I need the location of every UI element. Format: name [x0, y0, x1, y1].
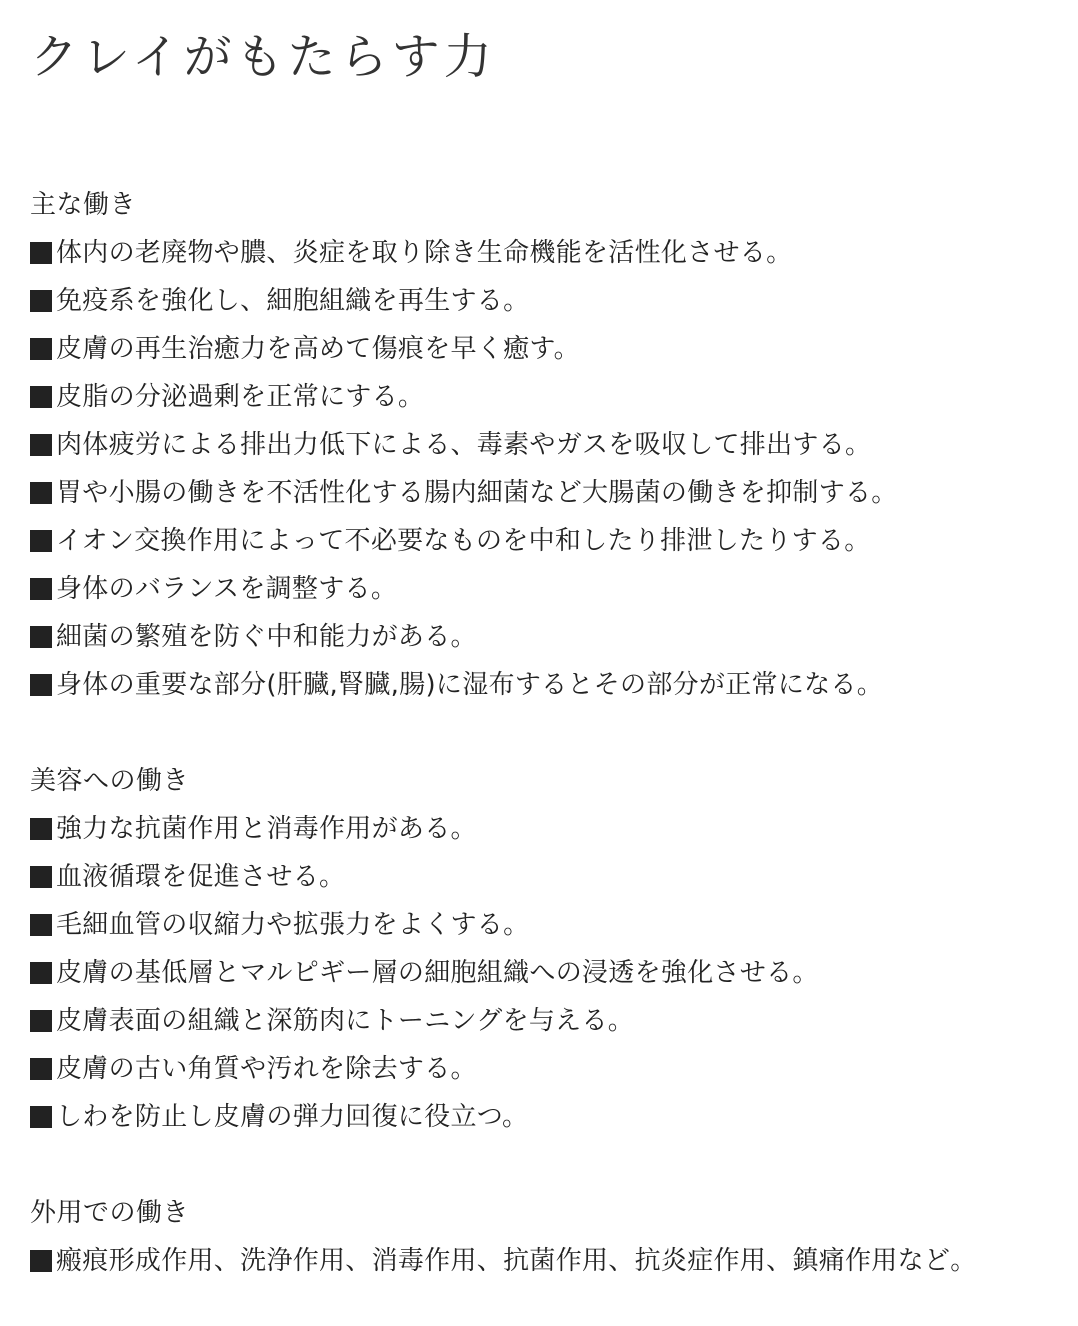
list-item-text: 皮膚の基低層とマルピギー層の細胞組織への浸透を強化させる。	[56, 958, 819, 988]
section-heading: 外用での働き	[30, 1198, 190, 1228]
square-bullet-icon	[30, 530, 52, 552]
list-item-text: 免疫系を強化し、細胞組織を再生する。	[56, 286, 530, 316]
list-item-text: 強力な抗菌作用と消毒作用がある。	[56, 814, 477, 844]
page-title: クレイがもたらす力	[30, 29, 496, 85]
section-external-functions	[30, 1189, 1060, 1285]
list-item	[30, 661, 1060, 709]
square-bullet-icon	[30, 626, 52, 648]
square-bullet-icon	[30, 434, 52, 456]
list-item-text: 皮膚表面の組織と深筋肉にトーニングを与える。	[56, 1006, 635, 1036]
square-bullet-icon	[30, 1058, 52, 1080]
list-item	[30, 613, 1060, 661]
list-item-text: 瘢痕形成作用、洗浄作用、消毒作用、抗菌作用、抗炎症作用、鎮痛作用など。	[56, 1246, 977, 1276]
section-beauty-functions	[30, 757, 1060, 1141]
list-item	[30, 517, 1060, 565]
list-item-text: 肉体疲労による排出力低下による、毒素やガスを吸収して排出する。	[56, 430, 872, 460]
section-heading: 主な働き	[30, 190, 137, 220]
square-bullet-icon	[30, 674, 52, 696]
list-item-text: 細菌の繁殖を防ぐ中和能力がある。	[56, 622, 477, 652]
list-item-text: 身体の重要な部分(肝臓,腎臓,腸)に湿布するとその部分が正常になる。	[56, 670, 884, 700]
list-item	[30, 1093, 1060, 1141]
list-item	[30, 805, 1060, 853]
list-item	[30, 373, 1060, 421]
list-item-text: しわを防止し皮膚の弾力回復に役立つ。	[56, 1102, 529, 1132]
square-bullet-icon	[30, 914, 52, 936]
list-item-text: 身体のバランスを調整する。	[56, 574, 398, 604]
list-item	[30, 565, 1060, 613]
list-item	[30, 1237, 1060, 1285]
square-bullet-icon	[30, 1010, 52, 1032]
list-item	[30, 997, 1060, 1045]
list-item-text: 皮膚の古い角質や汚れを除去する。	[56, 1054, 477, 1084]
list-item	[30, 1045, 1060, 1093]
list-item	[30, 901, 1060, 949]
square-bullet-icon	[30, 866, 52, 888]
section-main-functions	[30, 181, 1060, 709]
section-heading: 美容への働き	[30, 766, 190, 796]
square-bullet-icon	[30, 290, 52, 312]
list-item-text: イオン交換作用によって不必要なものを中和したり排泄したりする。	[56, 526, 871, 556]
square-bullet-icon	[30, 482, 52, 504]
square-bullet-icon	[30, 578, 52, 600]
list-item	[30, 469, 1060, 517]
square-bullet-icon	[30, 818, 52, 840]
square-bullet-icon	[30, 1250, 52, 1272]
list-item-text: 血液循環を促進させる。	[56, 862, 346, 892]
square-bullet-icon	[30, 242, 52, 264]
list-item-text: 体内の老廃物や膿、炎症を取り除き生命機能を活性化させる。	[56, 238, 793, 268]
square-bullet-icon	[30, 962, 52, 984]
square-bullet-icon	[30, 338, 52, 360]
list-item	[30, 277, 1060, 325]
list-item	[30, 949, 1060, 997]
list-item	[30, 853, 1060, 901]
list-item	[30, 325, 1060, 373]
list-item-text: 皮膚の再生治癒力を高めて傷痕を早く癒す。	[56, 334, 580, 364]
list-item-text: 毛細血管の収縮力や拡張力をよくする。	[56, 910, 530, 940]
square-bullet-icon	[30, 1106, 52, 1128]
list-item-text: 皮脂の分泌過剰を正常にする。	[56, 382, 425, 412]
square-bullet-icon	[30, 386, 52, 408]
list-item-text: 胃や小腸の働きを不活性化する腸内細菌など大腸菌の働きを抑制する。	[56, 478, 898, 508]
list-item	[30, 229, 1060, 277]
list-item	[30, 421, 1060, 469]
